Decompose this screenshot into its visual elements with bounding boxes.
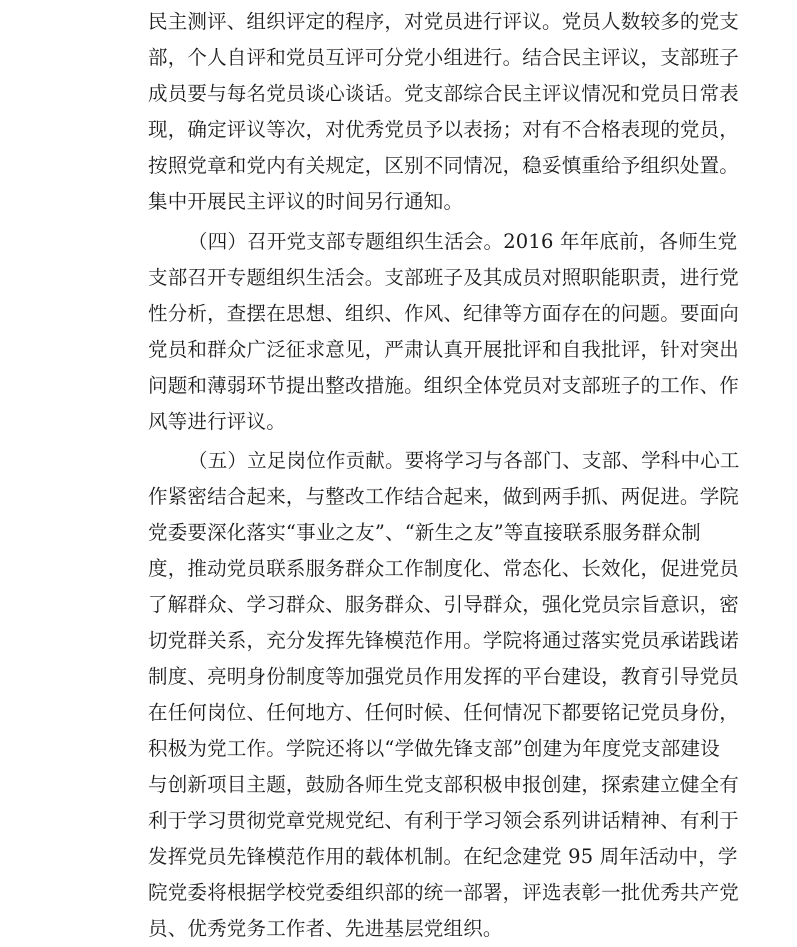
- text-line: 现，确定评议等次，对优秀党员予以表扬；对有不合格表现的党员，: [148, 118, 740, 141]
- text-line: 制度、亮明身份制度等加强党员作用发挥的平台建设，教育引导党员: [148, 665, 740, 688]
- text-line: 院党委将根据学校党委组织部的统一部署，评选表彰一批优秀共产党: [148, 881, 740, 904]
- text-line: 问题和薄弱环节提出整改措施。组织全体党员对支部班子的工作、作: [148, 374, 740, 397]
- text-line: 利于学习贯彻党章党规党纪、有利于学习领会系列讲话精神、有利于: [148, 809, 740, 832]
- text-line: 部，个人自评和党员互评可分党小组进行。结合民主评议，支部班子: [148, 46, 740, 69]
- text-line: 作紧密结合起来，与整改工作结合起来，做到两手抓、两促进。学院: [148, 485, 740, 508]
- text-line: 发挥党员先锋模范作用的载体机制。在纪念建党 95 周年活动中，学: [148, 845, 738, 868]
- text-line: 党委要深化落实“事业之友”、“新生之友”等直接联系服务群众制: [148, 521, 701, 544]
- text-line: 按照党章和党内有关规定，区别不同情况，稳妥慎重给予组织处置。: [148, 154, 740, 177]
- text-line: 集中开展民主评议的时间另行通知。: [148, 190, 464, 213]
- paragraph-section-five: [148, 443, 740, 947]
- text-line: 党员和群众广泛征求意见，严肃认真开展批评和自我批评，针对突出: [148, 338, 740, 361]
- text-line: 民主测评、组织评定的程序，对党员进行评议。党员人数较多的党支: [148, 10, 740, 33]
- text-line: 了解群众、学习群众、服务群众、引导群众，强化党员宗旨意识，密: [148, 593, 740, 616]
- text-line: 切党群关系，充分发挥先锋模范作用。学院将通过落实党员承诺践诺: [148, 629, 740, 652]
- text-line: 支部召开专题组织生活会。支部班子及其成员对照职能职责，进行党: [148, 266, 740, 289]
- text-line: 积极为党工作。学院还将以“学做先锋支部”创建为年度党支部建设: [148, 737, 720, 760]
- text-line: （五）立足岗位作贡献。要将学习与各部门、支部、学科中心工: [188, 449, 740, 472]
- text-line: 员、优秀党务工作者、先进基层党组织。: [148, 917, 503, 940]
- text-line: 风等进行评议。: [148, 410, 286, 433]
- text-line: （四）召开党支部专题组织生活会。2016 年年底前，各师生党: [188, 230, 738, 253]
- text-line: 与创新项目主题，鼓励各师生党支部积极申报创建，探索建立健全有: [148, 773, 740, 796]
- paragraph-section-four: [148, 224, 739, 440]
- text-line: 度，推动党员联系服务群众工作制度化、常态化、长效化，促进党员: [148, 557, 740, 580]
- text-line: 成员要与每名党员谈心谈话。党支部综合民主评议情况和党员日常表: [148, 82, 740, 105]
- text-line: 在任何岗位、任何地方、任何时候、任何情况下都要铭记党员身份，: [148, 701, 740, 724]
- paragraph-democratic-evaluation: [148, 4, 739, 220]
- text-line: 性分析，查摆在思想、组织、作风、纪律等方面存在的问题。要面向: [148, 302, 740, 325]
